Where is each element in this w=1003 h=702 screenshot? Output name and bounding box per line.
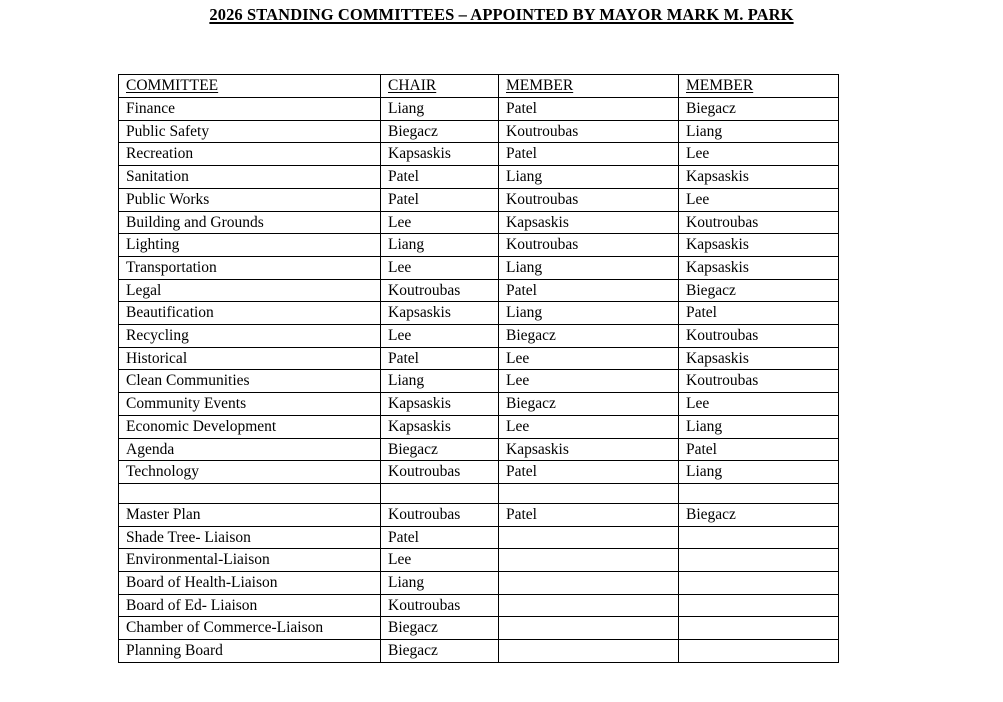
cell-chair: Patel [381, 347, 499, 370]
cell-committee: Transportation [119, 256, 381, 279]
table-header [119, 75, 839, 98]
cell-member-2: Biegacz [679, 98, 839, 121]
cell-member-1: Koutroubas [499, 120, 679, 143]
cell-member-1: Lee [499, 415, 679, 438]
cell-chair: Kapsaskis [381, 415, 499, 438]
cell-member-1: Koutroubas [499, 188, 679, 211]
cell-member-2: Liang [679, 415, 839, 438]
cell-member-2 [679, 617, 839, 640]
cell-committee: Public Safety [119, 120, 381, 143]
column-header-committee [119, 75, 381, 98]
cell-chair: Biegacz [381, 617, 499, 640]
cell-member-2: Biegacz [679, 279, 839, 302]
cell-committee: Technology [119, 461, 381, 484]
table-row [119, 120, 839, 143]
cell-chair: Liang [381, 370, 499, 393]
cell-chair: Biegacz [381, 640, 499, 663]
cell-committee: Board of Health-Liaison [119, 572, 381, 595]
cell-committee: Clean Communities [119, 370, 381, 393]
cell-member-1 [499, 617, 679, 640]
cell-member-2: Biegacz [679, 503, 839, 526]
cell-committee: Planning Board [119, 640, 381, 663]
cell-member-1: Patel [499, 503, 679, 526]
table-row [119, 393, 839, 416]
cell-chair: Lee [381, 325, 499, 348]
cell-member-2: Kapsaskis [679, 166, 839, 189]
cell-chair: Patel [381, 188, 499, 211]
cell-member-2 [679, 594, 839, 617]
cell-committee: Shade Tree- Liaison [119, 526, 381, 549]
cell-committee: Community Events [119, 393, 381, 416]
table-row [119, 549, 839, 572]
table-row [119, 279, 839, 302]
cell-committee: Recreation [119, 143, 381, 166]
cell-member-1: Patel [499, 461, 679, 484]
table-row [119, 438, 839, 461]
page-title [0, 5, 1003, 24]
cell-committee: Economic Development [119, 415, 381, 438]
standing-committees-table [118, 74, 839, 663]
column-header-member-2 [679, 75, 839, 98]
cell-member-2 [679, 640, 839, 663]
table-row [119, 256, 839, 279]
table-row [119, 211, 839, 234]
cell-committee: Recycling [119, 325, 381, 348]
cell-member-2 [679, 549, 839, 572]
cell-member-1: Kapsaskis [499, 438, 679, 461]
cell-member-1: Liang [499, 166, 679, 189]
cell-chair: Kapsaskis [381, 393, 499, 416]
cell-chair [381, 483, 499, 503]
cell-committee: Historical [119, 347, 381, 370]
cell-member-2: Patel [679, 438, 839, 461]
cell-member-1: Biegacz [499, 393, 679, 416]
cell-member-2: Koutroubas [679, 325, 839, 348]
table-row [119, 347, 839, 370]
cell-committee: Finance [119, 98, 381, 121]
cell-committee: Beautification [119, 302, 381, 325]
cell-member-1: Kapsaskis [499, 211, 679, 234]
table-row [119, 166, 839, 189]
cell-chair: Patel [381, 526, 499, 549]
table-row [119, 572, 839, 595]
table-row [119, 461, 839, 484]
cell-committee: Public Works [119, 188, 381, 211]
cell-committee: Board of Ed- Liaison [119, 594, 381, 617]
column-header-member-1-label: MEMBER [506, 77, 574, 94]
cell-member-1: Lee [499, 370, 679, 393]
cell-member-2: Kapsaskis [679, 347, 839, 370]
cell-chair: Liang [381, 98, 499, 121]
cell-member-1 [499, 572, 679, 595]
cell-member-2: Patel [679, 302, 839, 325]
cell-member-1 [499, 483, 679, 503]
cell-member-1 [499, 594, 679, 617]
cell-committee: Lighting [119, 234, 381, 257]
cell-committee [119, 483, 381, 503]
cell-committee: Building and Grounds [119, 211, 381, 234]
cell-chair: Koutroubas [381, 503, 499, 526]
cell-member-1: Patel [499, 98, 679, 121]
cell-committee: Chamber of Commerce-Liaison [119, 617, 381, 640]
table-row [119, 143, 839, 166]
cell-committee: Environmental-Liaison [119, 549, 381, 572]
cell-member-2: Koutroubas [679, 211, 839, 234]
cell-chair: Koutroubas [381, 279, 499, 302]
table-body [119, 98, 839, 663]
cell-member-2: Kapsaskis [679, 234, 839, 257]
cell-member-1: Liang [499, 302, 679, 325]
cell-member-2: Lee [679, 188, 839, 211]
column-header-member-1 [499, 75, 679, 98]
cell-member-2: Koutroubas [679, 370, 839, 393]
cell-chair: Biegacz [381, 120, 499, 143]
table-row [119, 415, 839, 438]
cell-member-2: Liang [679, 461, 839, 484]
cell-committee: Legal [119, 279, 381, 302]
cell-member-1: Biegacz [499, 325, 679, 348]
table-header-row [119, 75, 839, 98]
column-header-chair [381, 75, 499, 98]
table-row [119, 617, 839, 640]
table-row [119, 234, 839, 257]
cell-member-1 [499, 526, 679, 549]
cell-member-1: Lee [499, 347, 679, 370]
table-row [119, 302, 839, 325]
cell-committee: Agenda [119, 438, 381, 461]
cell-member-1: Koutroubas [499, 234, 679, 257]
cell-member-2 [679, 483, 839, 503]
cell-member-1: Patel [499, 143, 679, 166]
cell-member-1 [499, 549, 679, 572]
cell-member-2 [679, 572, 839, 595]
cell-chair: Patel [381, 166, 499, 189]
table-row [119, 640, 839, 663]
column-header-member-2-label: MEMBER [686, 77, 754, 94]
cell-chair: Kapsaskis [381, 143, 499, 166]
cell-chair: Koutroubas [381, 594, 499, 617]
cell-chair: Koutroubas [381, 461, 499, 484]
table-row [119, 325, 839, 348]
cell-committee: Sanitation [119, 166, 381, 189]
table-row [119, 98, 839, 121]
cell-chair: Lee [381, 211, 499, 234]
cell-member-2: Lee [679, 393, 839, 416]
column-header-committee-label: COMMITTEE [126, 77, 219, 94]
cell-committee: Master Plan [119, 503, 381, 526]
table-row [119, 526, 839, 549]
cell-member-2 [679, 526, 839, 549]
cell-chair: Lee [381, 256, 499, 279]
cell-member-2: Liang [679, 120, 839, 143]
cell-chair: Lee [381, 549, 499, 572]
cell-member-1 [499, 640, 679, 663]
table-row [119, 483, 839, 503]
page-title-text: 2026 STANDING COMMITTEES – APPOINTED BY MAYOR MARK M. PARK [209, 5, 794, 24]
table-row [119, 188, 839, 211]
cell-member-2: Lee [679, 143, 839, 166]
cell-chair: Kapsaskis [381, 302, 499, 325]
table-row [119, 370, 839, 393]
cell-chair: Liang [381, 572, 499, 595]
table-row [119, 594, 839, 617]
cell-member-2: Kapsaskis [679, 256, 839, 279]
table-row [119, 503, 839, 526]
cell-member-1: Liang [499, 256, 679, 279]
cell-chair: Biegacz [381, 438, 499, 461]
cell-member-1: Patel [499, 279, 679, 302]
column-header-chair-label: CHAIR [388, 77, 437, 94]
cell-chair: Liang [381, 234, 499, 257]
